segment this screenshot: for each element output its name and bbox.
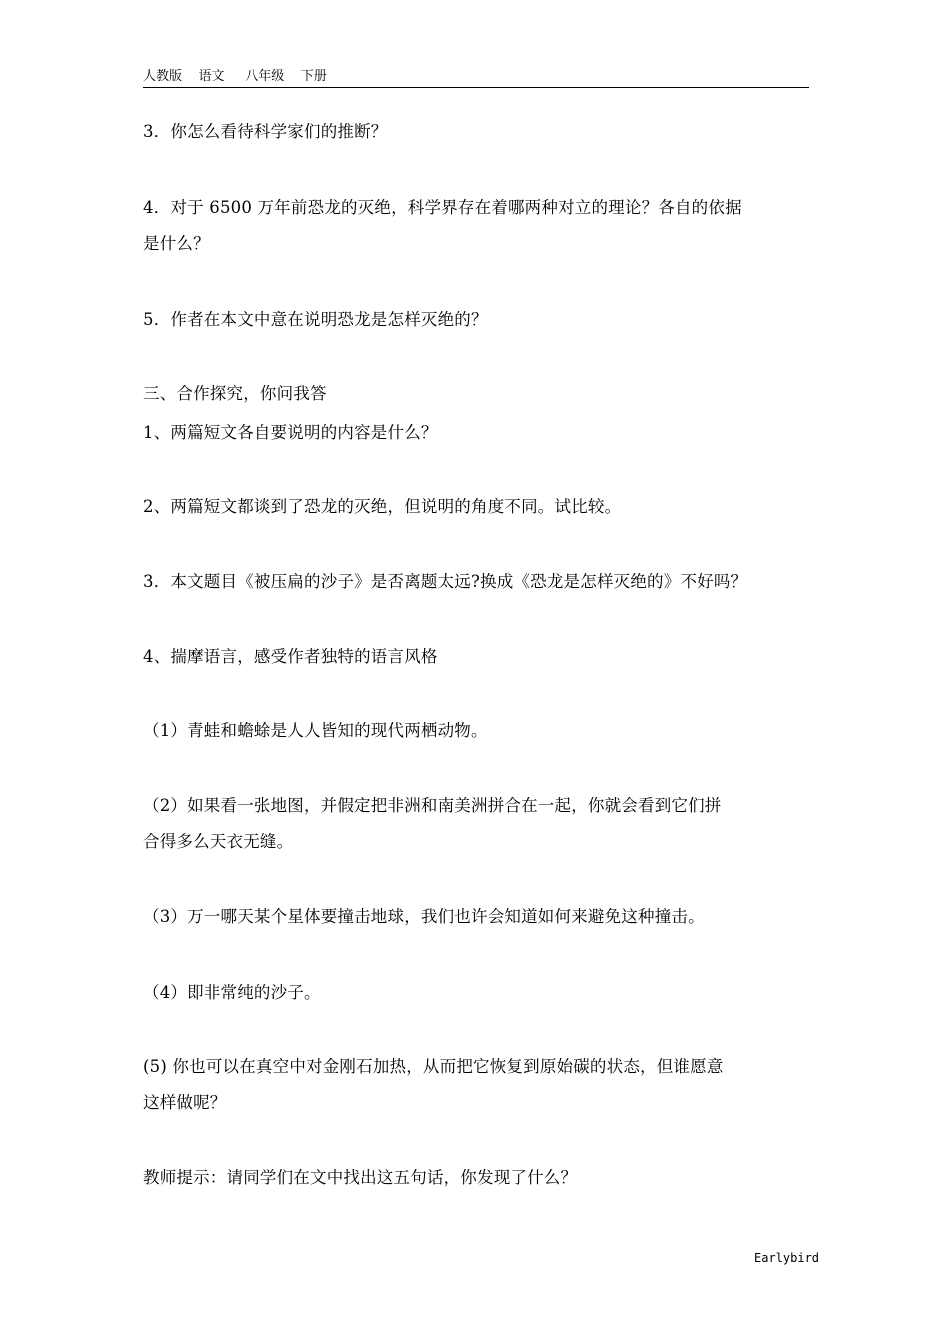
sentence-5-line-2: 这样做呢？ — [143, 1093, 227, 1112]
explore-question-3: 3．本文题目《被压扁的沙子》是否离题太远?换成《恐龙是怎样灭绝的》不好吗？ — [143, 572, 748, 591]
sentence-5-line-1: (5) 你也可以在真空中对金刚石加热，从而把它恢复到原始碳的状态，但谁愿意 — [143, 1057, 724, 1076]
teacher-tip: 教师提示：请同学们在文中找出这五句话，你发现了什么？ — [143, 1168, 578, 1187]
page-footer: Earlybird — [754, 1251, 820, 1265]
explore-question-2: 2、两篇短文都谈到了恐龙的灭绝，但说明的角度不同。试比较。 — [143, 497, 622, 516]
section-heading: 三、合作探究，你问我答 — [143, 384, 327, 403]
page-header: 人教版 语文 八年级 下册 — [143, 66, 809, 88]
question-4-line-2: 是什么？ — [143, 234, 210, 253]
sentence-3: （3）万一哪天某个星体要撞击地球，我们也许会知道如何来避免这种撞击。 — [143, 907, 705, 926]
sentence-2-line-2: 合得多么天衣无缝。 — [143, 832, 294, 851]
explore-question-4: 4、揣摩语言，感受作者独特的语言风格 — [143, 647, 438, 666]
sentence-1: （1）青蛙和蟾蜍是人人皆知的现代两栖动物。 — [143, 721, 488, 740]
question-4-line-1: 4．对于 6500 万年前恐龙的灭绝，科学界存在着哪两种对立的理论？各自的依据 — [143, 198, 742, 217]
question-3: 3．你怎么看待科学家们的推断？ — [143, 122, 388, 141]
sentence-2-line-1: （2）如果看一张地图，并假定把非洲和南美洲拼合在一起，你就会看到它们拼 — [143, 796, 722, 815]
explore-question-1: 1、两篇短文各自要说明的内容是什么？ — [143, 423, 438, 442]
sentence-4: （4）即非常纯的沙子。 — [143, 983, 321, 1002]
question-5: 5．作者在本文中意在说明恐龙是怎样灭绝的？ — [143, 310, 488, 329]
